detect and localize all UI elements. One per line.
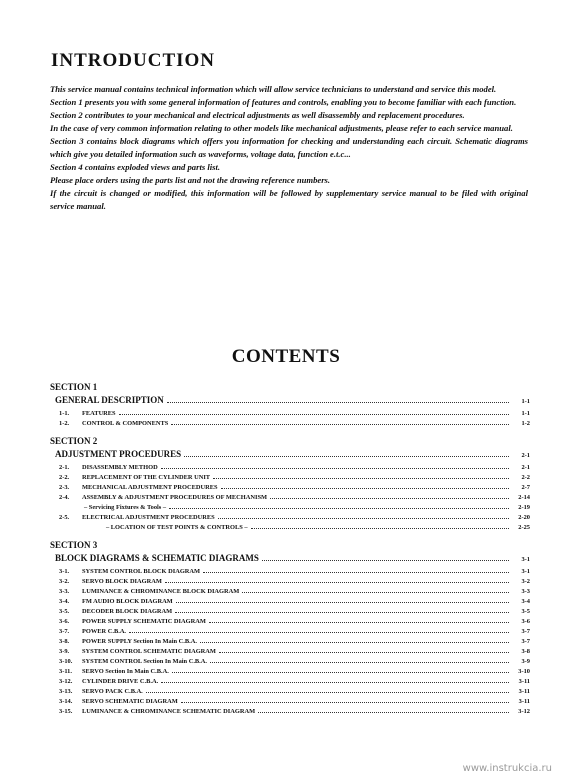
- toc-entry-title: SYSTEM CONTROL SCHEMATIC DIAGRAM: [82, 648, 216, 655]
- toc-entry-number: 3-14.: [59, 698, 73, 705]
- toc-chapter-entry: [50, 447, 530, 463]
- toc-entry-title: SERVO PACK C.B.A.: [82, 688, 143, 695]
- toc-page-number: 2-19: [518, 504, 530, 511]
- toc-entry-title: FM AUDIO BLOCK DIAGRAM: [82, 598, 173, 605]
- toc-chapter-entry: [50, 551, 530, 567]
- intro-paragraph: This service manual contains technical information which will allow service technicians to understand and service this model.: [50, 84, 497, 94]
- section-heading: SECTION 2: [50, 436, 98, 446]
- toc-entry-title: POWER SUPPLY SCHEMATIC DIAGRAM: [82, 618, 206, 625]
- toc-page-number: 3-4: [521, 598, 530, 605]
- dot-leader: [210, 657, 509, 663]
- intro-paragraph: If the circuit is changed or modified, this information will be followed by supplementary service manual to be filed with original service manual.: [50, 187, 528, 211]
- toc-entry-number: 3-1.: [59, 568, 70, 575]
- toc-entry-number: 2-2.: [59, 474, 70, 481]
- toc-entry-title: CONTROL & COMPONENTS: [82, 420, 169, 427]
- toc-entry: [50, 607, 530, 617]
- toc-entry: [50, 463, 530, 473]
- toc-entry-title: SERVO SCHEMATIC DIAGRAM: [82, 698, 178, 705]
- dot-leader: [119, 409, 509, 415]
- toc-page-number: 1-2: [521, 420, 530, 427]
- toc-page-number: 3-3: [521, 588, 530, 595]
- toc-page-number: 1-1: [521, 410, 530, 417]
- toc-entry-title: SERVO Section In Main C.B.A.: [82, 668, 169, 675]
- toc-entry: [50, 473, 530, 483]
- toc-page-number: 3-11: [518, 678, 530, 685]
- section-heading: SECTION 3: [50, 540, 98, 550]
- dot-leader: [184, 451, 509, 457]
- toc-entry: [50, 637, 530, 647]
- toc-entry-title: ASSEMBLY & ADJUSTMENT PROCEDURES OF MECHANISM: [82, 494, 268, 501]
- toc-entry-title: FEATURES: [82, 410, 116, 417]
- toc-page-number: 2-2: [521, 474, 530, 481]
- toc-entry-number: 3-9.: [59, 648, 70, 655]
- dot-leader: [161, 677, 509, 683]
- dot-leader: [242, 587, 509, 593]
- dot-leader: [175, 607, 509, 613]
- toc-page-number: 3-7: [521, 638, 530, 645]
- toc-entry-number: 3-10.: [59, 658, 73, 665]
- toc-entry: [50, 627, 530, 637]
- toc-entry-number: 3-12.: [59, 678, 73, 685]
- toc-entry-title: DECODER BLOCK DIAGRAM: [82, 608, 173, 615]
- toc-entry-title: DISASSEMBLY METHOD: [82, 464, 158, 471]
- intro-paragraph: Section 4 contains exploded views and parts list.: [50, 161, 220, 172]
- toc-entry-number: 3-4.: [59, 598, 70, 605]
- toc-entry-title: – Servicing Fixtures & Tools –: [84, 504, 167, 511]
- dot-leader: [172, 667, 509, 673]
- toc-page-number: 2-1: [521, 452, 530, 459]
- dot-leader: [262, 555, 509, 561]
- toc-page-number: 3-12: [518, 708, 530, 715]
- section-heading: SECTION 1: [50, 382, 98, 392]
- toc-entry-title: POWER SUPPLY Section In Main C.B.A.: [82, 638, 197, 645]
- toc-entry: [50, 419, 530, 429]
- toc-entry-number: 2-3.: [59, 484, 70, 491]
- toc-entry-title: BLOCK DIAGRAMS & SCHEMATIC DIAGRAMS: [55, 553, 259, 563]
- dot-leader: [200, 637, 509, 643]
- toc-page-number: 3-5: [521, 608, 530, 615]
- dot-leader: [169, 503, 509, 509]
- toc-page-number: 3-8: [521, 648, 530, 655]
- watermark-url: www.instrukcia.ru: [462, 763, 552, 774]
- toc-page-number: 2-25: [518, 524, 530, 531]
- toc-entry: [50, 597, 530, 607]
- toc-entry-number: 1-1.: [59, 410, 70, 417]
- toc-entry: [50, 657, 530, 667]
- toc-page-number: 3-6: [521, 618, 530, 625]
- toc-entry-number: 1-2.: [59, 420, 70, 427]
- toc-entry-number: 3-11.: [59, 668, 72, 675]
- dot-leader: [218, 513, 509, 519]
- toc-entry-number: 3-7.: [59, 628, 70, 635]
- toc-entry: [50, 523, 530, 533]
- dot-leader: [181, 697, 509, 703]
- toc-entry-title: GENERAL DESCRIPTION: [55, 395, 164, 405]
- toc-entry: [50, 577, 530, 587]
- toc-entry: [50, 409, 530, 419]
- toc-entry-number: 2-1.: [59, 464, 70, 471]
- toc-entry-title: ELECTRICAL ADJUSTMENT PROCEDURES: [82, 514, 215, 521]
- toc-entry: [50, 647, 530, 657]
- toc-entry-title: POWER C.B.A.: [82, 628, 127, 635]
- toc-entry-number: 3-5.: [59, 608, 70, 615]
- toc-entry: [50, 493, 530, 503]
- toc-entry-title: CYLINDER DRIVE C.B.A.: [82, 678, 159, 685]
- toc-entry-title: REPLACEMENT OF THE CYLINDER UNIT: [82, 474, 211, 481]
- toc-entry-title: MECHANICAL ADJUSTMENT PROCEDURES: [82, 484, 218, 491]
- toc-page-number: 3-7: [521, 628, 530, 635]
- toc-page-number: 3-2: [521, 578, 530, 585]
- toc-entry: [50, 697, 530, 707]
- dot-leader: [146, 687, 509, 693]
- toc-page-number: 3-1: [521, 556, 530, 563]
- toc-entry-number: 3-13.: [59, 688, 73, 695]
- dot-leader: [221, 483, 509, 489]
- intro-paragraph: Section 2 contributes to your mechanical and electrical adjustments as well disassembly and replacement procedures.: [50, 109, 465, 120]
- dot-leader: [251, 523, 509, 529]
- dot-leader: [209, 617, 509, 623]
- toc-entry-number: 2-4.: [59, 494, 70, 501]
- intro-paragraph: Section 1 presents you with some general information of features and controls, enabling you to become familiar with each function.: [50, 96, 517, 107]
- toc-page-number: 2-7: [521, 484, 530, 491]
- toc-page-number: 1-1: [521, 398, 530, 405]
- dot-leader: [161, 463, 509, 469]
- introduction-title: INTRODUCTION: [51, 50, 216, 71]
- toc-entry-number: 3-8.: [59, 638, 70, 645]
- toc-entry-title: ADJUSTMENT PROCEDURES: [55, 449, 182, 459]
- toc-entry-number: 3-3.: [59, 588, 70, 595]
- toc-entry: [50, 707, 530, 717]
- dot-leader: [258, 707, 509, 713]
- table-of-contents: [50, 381, 530, 717]
- toc-entry-number: 3-6.: [59, 618, 70, 625]
- dot-leader: [129, 627, 509, 633]
- dot-leader: [165, 577, 509, 583]
- toc-entry-title: SYSTEM CONTROL Section In Main C.B.A.: [82, 658, 207, 665]
- toc-entry-title: LUMINANCE & CHROMINANCE SCHEMATIC DIAGRAM: [82, 708, 256, 715]
- toc-entry-number: 2-5.: [59, 514, 70, 521]
- toc-page-number: 2-14: [518, 494, 530, 501]
- toc-entry: [50, 567, 530, 577]
- dot-leader: [219, 647, 509, 653]
- toc-chapter-entry: [50, 393, 530, 409]
- toc-entry-title: SERVO BLOCK DIAGRAM: [82, 578, 162, 585]
- toc-page-number: 3-10: [518, 668, 530, 675]
- toc-page-number: 3-11: [518, 698, 530, 705]
- toc-entry-title: LUMINANCE & CHROMINANCE BLOCK DIAGRAM: [82, 588, 240, 595]
- toc-entry: [50, 617, 530, 627]
- dot-leader: [203, 567, 509, 573]
- toc-page-number: 3-9: [521, 658, 530, 665]
- toc-page-number: 3-1: [521, 568, 530, 575]
- dot-leader: [213, 473, 509, 479]
- toc-entry: [50, 677, 530, 687]
- toc-entry-number: 3-15.: [59, 708, 73, 715]
- intro-paragraph: Section 3 contains block diagrams which offers you information for checking and understanding each circuit. Schematic diagrams which give you detailed information such as waveforms, voltage data, function e.t.c...: [50, 135, 528, 159]
- toc-entry: [50, 513, 530, 523]
- intro-paragraph: Please place orders using the parts list and not the drawing reference numbers.: [50, 174, 331, 185]
- toc-entry-title: – LOCATION OF TEST POINTS & CONTROLS –: [106, 524, 248, 531]
- dot-leader: [167, 397, 509, 403]
- dot-leader: [171, 419, 509, 425]
- toc-entry: [50, 587, 530, 597]
- dot-leader: [176, 597, 509, 603]
- toc-entry-number: 3-2.: [59, 578, 70, 585]
- toc-page-number: 2-20: [518, 514, 530, 521]
- toc-entry: [50, 503, 530, 513]
- contents-title: CONTENTS: [231, 346, 341, 367]
- introduction-body: [50, 83, 528, 213]
- toc-page-number: 3-11: [518, 688, 530, 695]
- toc-entry: [50, 483, 530, 493]
- intro-paragraph: In the case of very common information relating to other models like mechanical adjustments, please refer to each service manual.: [50, 122, 513, 133]
- toc-entry: [50, 687, 530, 697]
- toc-entry: [50, 667, 530, 677]
- toc-page-number: 2-1: [521, 464, 530, 471]
- toc-entry-title: SYSTEM CONTROL BLOCK DIAGRAM: [82, 568, 201, 575]
- dot-leader: [270, 493, 509, 499]
